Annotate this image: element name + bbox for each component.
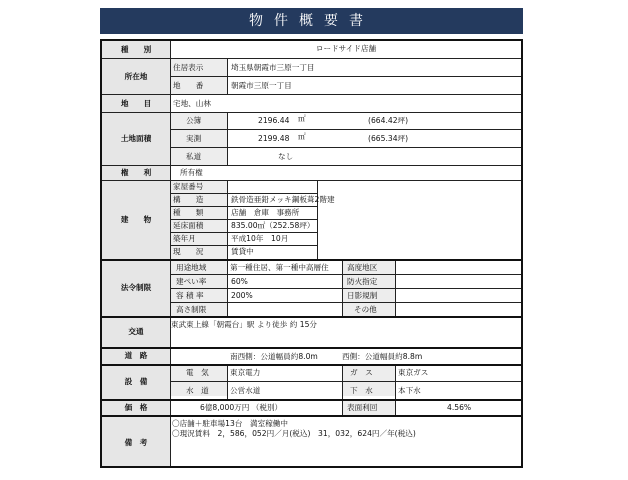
- building-row-value: 店舗 倉庫 事務所: [231, 208, 300, 217]
- label-land-category: 地 目: [120, 99, 152, 108]
- divider: [171, 206, 317, 207]
- address-label: 住居表示: [173, 63, 204, 72]
- building-row-value: 平成10年 10月: [231, 234, 289, 243]
- divider: [102, 112, 521, 113]
- divider: [317, 180, 318, 259]
- shadow-regulation-label: 日影規制: [347, 291, 378, 300]
- floor-area-ratio-value: 200%: [231, 291, 253, 300]
- sewer-label: 下 水: [350, 386, 373, 395]
- building-row-value: 鉄骨造亜鉛メッキ鋼板葺2階建: [231, 195, 335, 204]
- building-row-label: 延床面積: [173, 221, 204, 230]
- divider: [171, 147, 521, 148]
- divider: [102, 316, 521, 318]
- fire-prevention-label: 防火指定: [347, 277, 378, 286]
- divider: [102, 399, 521, 401]
- private-road-label: 私道: [186, 152, 202, 161]
- water-label: 水 道: [186, 386, 209, 395]
- coverage-ratio-value: 60%: [231, 277, 248, 286]
- yield-label: 表面利回: [347, 403, 378, 412]
- registered-area-label: 公簿: [186, 116, 202, 125]
- lot-number-value: 朝霞市三原一丁目: [231, 81, 292, 90]
- lot-number-label: 地 番: [173, 81, 204, 90]
- building-row-value: 賃貸中: [231, 247, 254, 256]
- zoning-label: 用途地域: [176, 263, 207, 272]
- registered-area-unit: ㎡: [298, 114, 306, 123]
- divider: [395, 401, 396, 415]
- divider: [102, 58, 521, 59]
- building-row-label: 種 類: [173, 208, 204, 217]
- road-west: 西側：公道幅員約8.8m: [342, 352, 423, 361]
- building-row-value: 835.00㎡（252.58坪）: [231, 221, 315, 230]
- divider: [171, 245, 317, 246]
- label-rights: 権 利: [120, 168, 152, 177]
- divider: [171, 288, 521, 289]
- address-value: 埼玉県朝霞市三原一丁目: [231, 63, 315, 72]
- divider: [395, 261, 396, 316]
- divider: [171, 76, 521, 77]
- label-type: 種 別: [120, 45, 152, 54]
- divider: [171, 232, 317, 233]
- label-remarks: 備 考: [124, 438, 148, 447]
- divider: [227, 180, 228, 259]
- divider: [171, 129, 521, 130]
- registered-area-tsubo: (664.42坪): [368, 116, 409, 125]
- zoning-value: 第一種住居、第一種中高層住: [230, 263, 329, 272]
- surveyed-area-unit: ㎡: [298, 132, 306, 141]
- surveyed-area-value: 2199.48: [258, 134, 290, 143]
- electricity-value: 東京電力: [230, 368, 261, 377]
- divider: [342, 401, 343, 415]
- remarks-line-1: 〇店舗＋駐車場13台 満室稼働中: [172, 419, 288, 428]
- divider: [102, 415, 521, 417]
- property-type: ロードサイド店舗: [315, 44, 377, 53]
- divider: [102, 180, 521, 181]
- yield-value: 4.56%: [447, 403, 472, 412]
- divider: [227, 261, 228, 316]
- building-row-label: 現 況: [173, 247, 204, 256]
- label-building: 建 物: [120, 215, 152, 224]
- label-legal-restrictions: 法令制限: [120, 283, 152, 292]
- height-district-label: 高度地区: [347, 263, 378, 272]
- registered-area-value: 2196.44: [258, 116, 290, 125]
- label-facilities: 設 備: [124, 377, 148, 386]
- water-value: 公営水道: [230, 386, 261, 395]
- divider: [102, 347, 521, 349]
- electricity-label: 電 気: [186, 368, 209, 377]
- divider: [395, 366, 396, 399]
- label-price: 価 格: [124, 403, 148, 412]
- building-row-label: 構 造: [173, 195, 204, 204]
- gas-label: ガ ス: [350, 368, 373, 377]
- label-transport: 交通: [128, 327, 144, 336]
- coverage-ratio-label: 建ぺい率: [176, 277, 207, 286]
- divider: [102, 94, 521, 95]
- document-title: 物件概要書: [100, 8, 523, 34]
- building-row-label: 家屋番号: [173, 182, 204, 191]
- divider: [102, 259, 521, 261]
- sewer-value: 本下水: [398, 386, 421, 395]
- label-land-area: 土地面積: [120, 134, 152, 143]
- road-southwest: 南西側：公道幅員約8.0m: [230, 352, 318, 361]
- divider: [342, 366, 343, 399]
- divider: [171, 193, 317, 194]
- height-limit-label: 高さ制限: [176, 305, 207, 314]
- other-label: その他: [354, 305, 377, 314]
- private-road-value: なし: [278, 152, 294, 161]
- divider: [102, 165, 521, 166]
- label-road: 道 路: [124, 351, 148, 360]
- rights-value: 所有権: [180, 168, 203, 177]
- surveyed-area-label: 実測: [186, 134, 202, 143]
- divider: [102, 364, 521, 366]
- floor-area-ratio-label: 容 積 率: [176, 291, 204, 300]
- divider: [170, 41, 171, 466]
- divider: [342, 261, 343, 316]
- divider: [171, 219, 317, 220]
- label-location: 所在地: [124, 72, 148, 81]
- transport-value: 東武東上線「朝霞台」駅 より徒歩 約 15分: [171, 320, 317, 329]
- divider: [227, 113, 228, 165]
- divider: [227, 366, 228, 399]
- divider: [227, 59, 228, 94]
- surveyed-area-tsubo: (665.34坪): [368, 134, 409, 143]
- divider: [171, 381, 521, 382]
- divider: [171, 274, 521, 275]
- gas-value: 東京ガス: [398, 368, 429, 377]
- land-category-value: 宅地、山林: [173, 99, 211, 108]
- remarks-line-2: 〇現況賃料 2，586，052円／月(税込) 31，032，624円／年(税込): [172, 429, 416, 438]
- building-row-label: 築年月: [173, 234, 196, 243]
- divider: [171, 302, 521, 303]
- price-value: 6億8,000万円 （税別）: [200, 403, 283, 412]
